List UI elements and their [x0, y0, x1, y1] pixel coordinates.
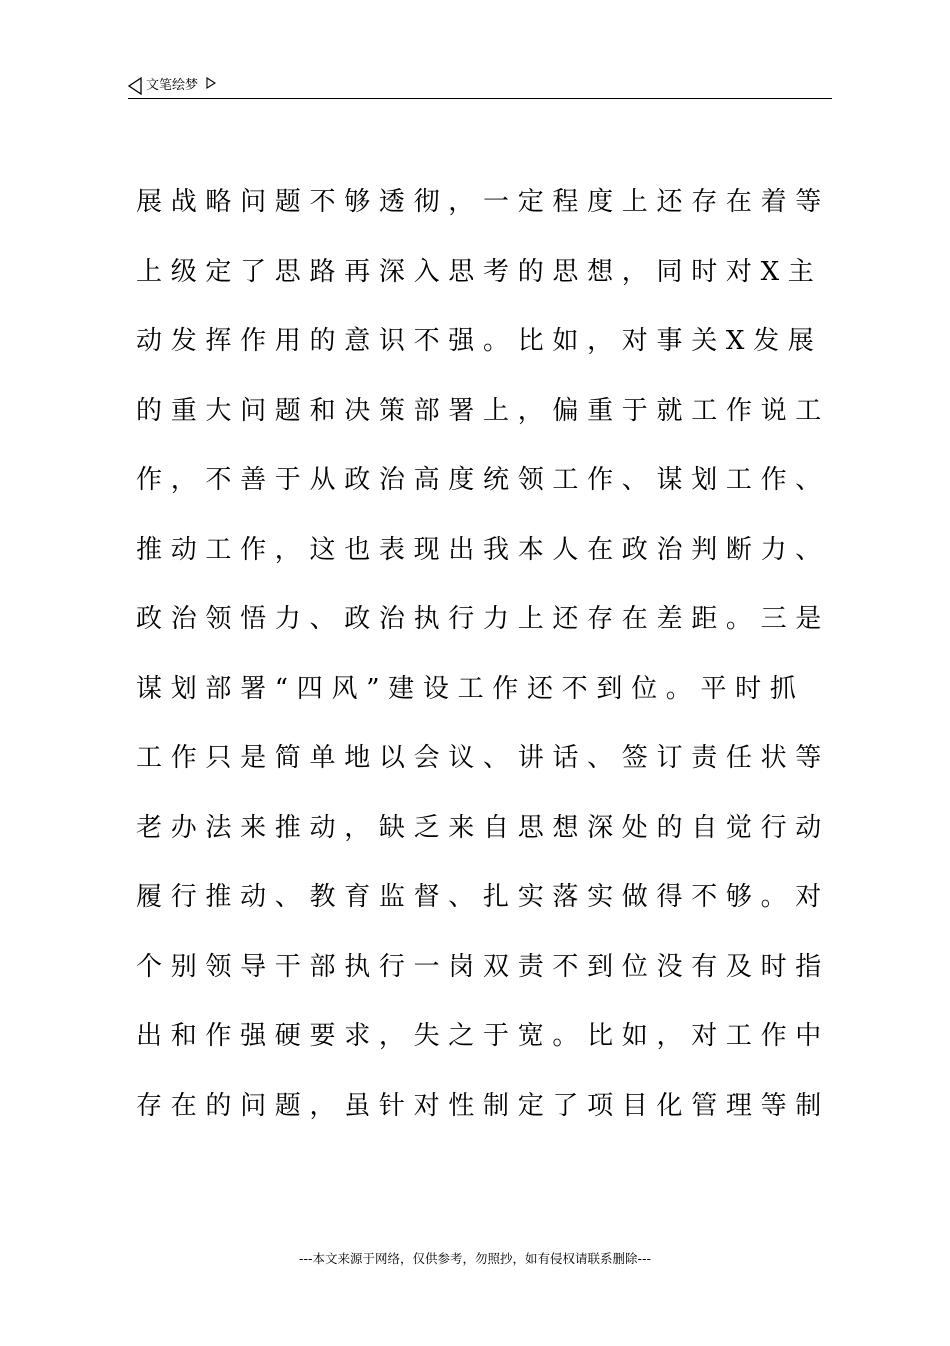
- body-line: 展战略问题不够透彻，一定程度上还存在着等: [136, 187, 831, 217]
- body-line: 上级定了思路再深入思考的思想，同时对X主: [136, 256, 823, 287]
- body-line: 工作只是简单地以会议、讲话、签订责任状等: [136, 743, 831, 773]
- body-line: 的重大问题和决策部署上，偏重于就工作说工: [136, 395, 831, 426]
- body-line: 动发挥作用的意识不强。比如，对事关X发展: [136, 326, 823, 356]
- body-line: 谋划部署“四风”建设工作还不到位。平时抓: [136, 673, 805, 704]
- body-line: 履行推动、教育监督、扎实落实做得不够。对: [136, 882, 831, 912]
- header-brand: [128, 76, 832, 96]
- body-line: 个别领导干部执行一岗双责不到位没有及时指: [136, 951, 831, 982]
- triangle-left-icon: [128, 77, 142, 95]
- body-line: 作，不善于从政治高度统领工作、谋划工作、: [136, 465, 831, 495]
- body-line: 出和作强硬要求，失之于宽。比如，对工作中: [136, 1021, 831, 1051]
- triangle-right-icon: [206, 77, 216, 89]
- page-header: [128, 76, 832, 99]
- body-line: 存在的问题，虽针对性制定了项目化管理等制: [136, 1090, 831, 1121]
- footer-disclaimer: ---本文来源于网络，仅供参考，勿照抄，如有侵权请联系删除---: [298, 1251, 652, 1266]
- body-line: 老办法来推动，缺乏来自思想深处的自觉行动: [136, 812, 831, 843]
- header-title: 文笔绘梦: [146, 78, 199, 93]
- body-line: 政治领悟力、政治执行力上还存在差距。三是: [136, 604, 831, 634]
- body-line: 推动工作，这也表现出我本人在政治判断力、: [136, 534, 831, 565]
- document-body: [136, 184, 831, 1157]
